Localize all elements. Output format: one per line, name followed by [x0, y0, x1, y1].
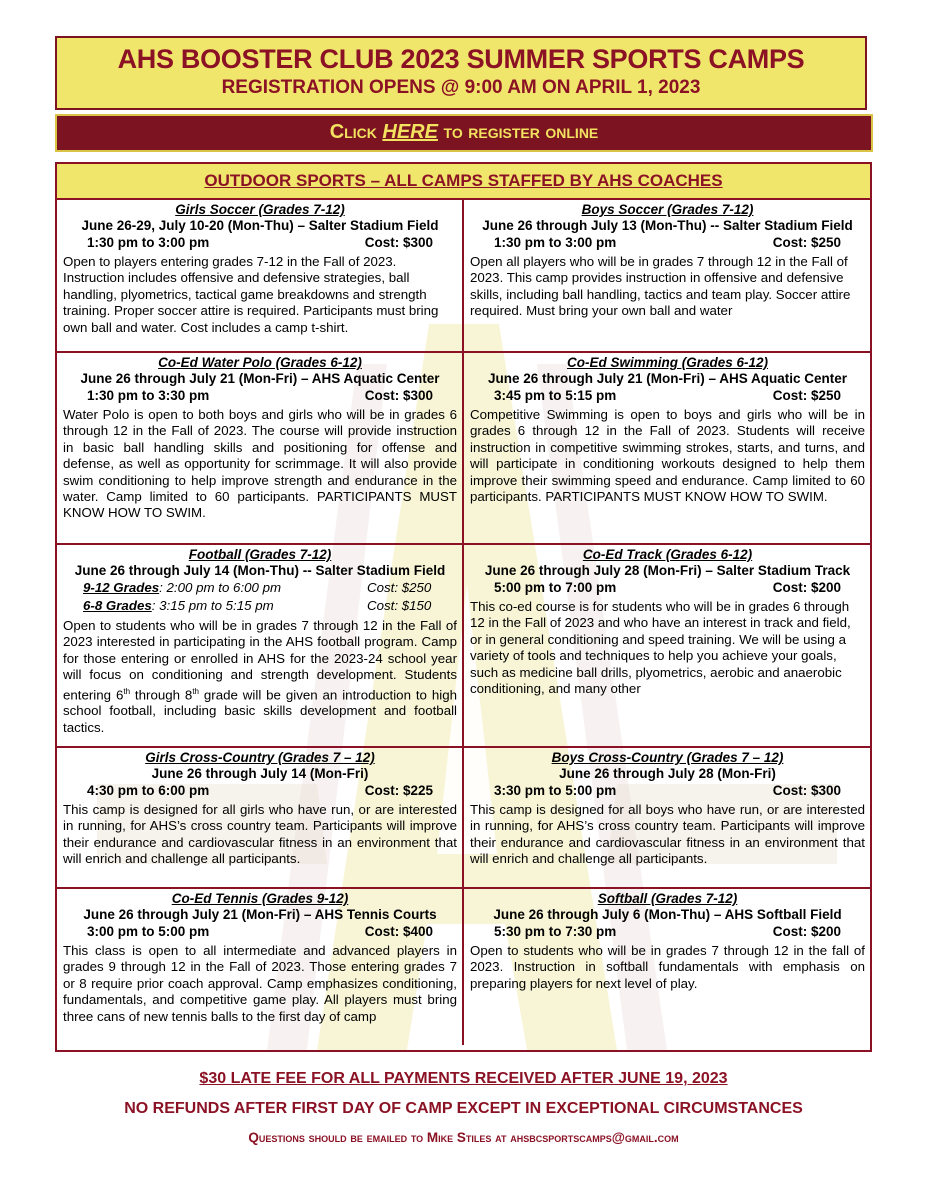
- camp-time-cost: [470, 782, 865, 799]
- camp-cost: Cost: $300: [364, 388, 433, 403]
- camp-time: 4:30 pm to 6:00 pm: [87, 783, 210, 798]
- camp-water-polo: [57, 353, 464, 543]
- camp-dates: June 26 through July 21 (Mon-Fri) – AHS Tennis Courts: [83, 907, 437, 922]
- table-row: [57, 200, 870, 353]
- camp-name: Football (Grades 7-12): [188, 547, 332, 562]
- contact-info: Questions should be emailed to Mike Stiles at ahsbcsportscamps@gmail.com: [248, 1130, 679, 1145]
- camps-table: [55, 162, 872, 1052]
- page-title: AHS BOOSTER CLUB 2023 SUMMER SPORTS CAMPS: [117, 44, 805, 74]
- camp-dates: June 26 through July 6 (Mon-Thu) – AHS Softball Field: [493, 907, 842, 922]
- camp-girls-cross-country: [57, 748, 464, 887]
- camp-football: [57, 545, 464, 746]
- camp-time-cost: [63, 782, 457, 799]
- session-cost: Cost: $150: [367, 598, 432, 613]
- camp-name: Co-Ed Tennis (Grades 9-12): [171, 891, 349, 906]
- camps-grid: [57, 200, 870, 1045]
- camp-cost: Cost: $250: [772, 235, 841, 250]
- camp-time: 3:30 pm to 5:00 pm: [494, 783, 617, 798]
- camp-name: Co-Ed Water Polo (Grades 6-12): [158, 355, 362, 370]
- camp-description: This co-ed course is for students who will be in grades 6 through 12 in the Fall of 2023 and who have an interest in track and field, or in general conditioning and speed training. We will be using a variety of tools and techniques to help you achieve your goals, such as medicine ball drills, plyometrics, aerobic and anaerobic conditioning, and many other: [470, 599, 851, 697]
- camp-dates: June 26 through July 13 (Mon-Thu) -- Salter Stadium Field: [482, 218, 853, 233]
- session-time: : 2:00 pm to 6:00 pm: [159, 580, 282, 595]
- camp-swimming: [464, 353, 870, 543]
- session-label: 6-8 Grades: [83, 598, 152, 613]
- camp-dates: June 26-29, July 10-20 (Mon-Thu) – Salter Stadium Field: [81, 218, 439, 233]
- camp-time-cost: [470, 387, 865, 404]
- camp-time: 3:00 pm to 5:00 pm: [87, 924, 210, 939]
- session-cost: Cost: $250: [367, 580, 432, 595]
- registration-date: REGISTRATION OPENS @ 9:00 AM ON APRIL 1, 2023: [221, 77, 701, 98]
- camp-time: 1:30 pm to 3:30 pm: [87, 388, 210, 403]
- camp-dates: June 26 through July 28 (Mon-Fri): [559, 766, 776, 781]
- camp-time: 5:00 pm to 7:00 pm: [494, 580, 617, 595]
- football-session-middle-school: [63, 597, 457, 615]
- camp-dates: June 26 through July 21 (Mon-Fri) – AHS Aquatic Center: [487, 371, 848, 386]
- camp-name: Girls Cross-Country (Grades 7 – 12): [145, 750, 375, 765]
- camp-description: This camp is designed for all boys who have run, or are interested in running, for AHS’s cross country team. Participants will improve their endurance and cardiovascular fitness in an environment that will enrich and challenge all participants.: [470, 802, 865, 867]
- table-row: [57, 353, 870, 545]
- camp-description: [63, 618, 457, 736]
- camp-time: 3:45 pm to 5:15 pm: [494, 388, 617, 403]
- camp-name: Co-Ed Track (Grades 6-12): [582, 547, 753, 562]
- desc-part: through 8: [130, 687, 193, 703]
- camp-time-cost: [470, 579, 865, 596]
- session-label: 9-12 Grades: [83, 580, 160, 595]
- football-session-high-school: [63, 579, 457, 597]
- camp-description: Competitive Swimming is open to boys and girls who will be in grades 6 through 12 in the Fall of 2023. Students will receive instruction in competitive swimming strokes, starts, and turns, and will participate in conditioning workouts designed to help them improve their swimming speed and endurance. Camp limited to 60 participants. PARTICIPANTS MUST KNOW HOW TO SWIM.: [470, 407, 865, 505]
- late-fee-notice: $30 LATE FEE FOR ALL PAYMENTS RECEIVED AFTER JUNE 19, 2023: [199, 1070, 728, 1087]
- register-here-link[interactable]: HERE: [382, 121, 438, 143]
- camp-name: Boys Cross-Country (Grades 7 – 12): [551, 750, 784, 765]
- camp-dates: June 26 through July 14 (Mon-Fri): [151, 766, 369, 781]
- camp-cost: Cost: $300: [772, 783, 841, 798]
- camp-dates: June 26 through July 28 (Mon-Fri) – Salter Stadium Track: [484, 563, 851, 578]
- camp-name: Softball (Grades 7-12): [597, 891, 738, 906]
- session-time: : 3:15 pm to 5:15 pm: [151, 598, 274, 613]
- camp-name: Co-Ed Swimming (Grades 6-12): [566, 355, 769, 370]
- camp-time: 5:30 pm to 7:30 pm: [494, 924, 617, 939]
- header-banner: [55, 36, 867, 110]
- camp-cost: Cost: $400: [364, 924, 433, 939]
- camp-time-cost: [63, 234, 457, 251]
- camp-dates: June 26 through July 14 (Mon-Thu) -- Salter Stadium Field: [74, 563, 446, 578]
- table-row: [57, 748, 870, 889]
- camp-girls-soccer: [57, 200, 464, 351]
- camp-time-cost: [470, 234, 865, 251]
- section-header: [57, 164, 870, 200]
- camp-time: 1:30 pm to 3:00 pm: [87, 235, 210, 250]
- section-title: OUTDOOR SPORTS – ALL CAMPS STAFFED BY AHS COACHES: [204, 171, 723, 190]
- camp-cost: Cost: $250: [772, 388, 841, 403]
- camp-time-cost: [470, 923, 865, 940]
- camp-description: This camp is designed for all girls who have run, or are interested in running, for AHS’s cross country team. Participants will improve their endurance and cardiovascular fitness in an environment that will enrich and challenge all participants.: [63, 802, 457, 867]
- register-prefix: Click: [329, 121, 377, 143]
- camp-description: This class is open to all intermediate and advanced players in grades 9 through 12 in the Fall of 2023. Those entering grades 7 or 8 require prior coach approval. Camp emphasizes conditioning, fundamentals, and competitive game play. All players must bring three cans of new tennis balls to the first day of camp: [63, 943, 457, 1024]
- camp-time: 1:30 pm to 3:00 pm: [494, 235, 617, 250]
- camp-track: [464, 545, 870, 746]
- camp-time-cost: [63, 923, 457, 940]
- camp-description: Water Polo is open to both boys and girls who will be in grades 6 through 12 in the Fall of 2023. The course will provide instruction in basic ball handling skills and positioning for offense and defense, as well as opportunity for scrimmage. It will also provide swim conditioning to help improve strength and endurance in the water. Camp limited to 60 participants. PARTICIPANTS MUST KNOW HOW TO SWIM.: [63, 407, 457, 521]
- table-row: [57, 545, 870, 748]
- camp-cost: Cost: $200: [772, 580, 841, 595]
- camp-boys-cross-country: [464, 748, 870, 887]
- ordinal-suffix: th: [192, 686, 199, 696]
- camp-cost: Cost: $225: [364, 783, 433, 798]
- ordinal-suffix: th: [123, 686, 131, 696]
- camp-description: Open all players who will be in grades 7 through 12 in the Fall of 2023. This camp provides instruction in offensive and defensive skills, including ball handling, tactics and team play. Soccer attire required. Must bring your own ball and water: [470, 254, 851, 319]
- camp-description: Open to players entering grades 7-12 in the Fall of 2023. Instruction includes offensive and defensive strategies, ball handling, plyometrics, tactical game breakdowns and strength training. Proper soccer attire is required. Participants must bring own ball and water. Cost includes a camp t-shirt.: [63, 254, 439, 335]
- register-suffix: to register online: [443, 121, 599, 143]
- desc-part: grade will be given an introduction to high school football, including basic skills development and football tactics.: [63, 687, 457, 735]
- camp-dates: June 26 through July 21 (Mon-Fri) – AHS Aquatic Center: [80, 371, 440, 386]
- camp-cost: Cost: $200: [772, 924, 841, 939]
- camp-description: Open to students who will be in grades 7 through 12 in the fall of 2023. Instruction in softball fundamentals with emphasis on preparing players for next level of play.: [470, 943, 865, 991]
- camp-softball: [464, 889, 870, 1045]
- camp-tennis: [57, 889, 464, 1045]
- desc-part: Open to students who will be in grades 7 through 12 in the Fall of 2023 interested in participating in the AHS football program. Camp for those entering or enrolled in AHS for the 2023-24 school year will focus on conditioning and strength development. Students entering 6: [63, 618, 457, 703]
- camp-cost: Cost: $300: [364, 235, 433, 250]
- refund-policy: NO REFUNDS AFTER FIRST DAY OF CAMP EXCEPT IN EXCEPTIONAL CIRCUMSTANCES: [124, 1100, 803, 1117]
- camp-name: Girls Soccer (Grades 7-12): [175, 202, 345, 217]
- table-row: [57, 889, 870, 1045]
- register-online-link[interactable]: [55, 114, 873, 152]
- camp-name: Boys Soccer (Grades 7-12): [581, 202, 754, 217]
- camp-time-cost: [63, 387, 457, 404]
- camp-boys-soccer: [464, 200, 870, 351]
